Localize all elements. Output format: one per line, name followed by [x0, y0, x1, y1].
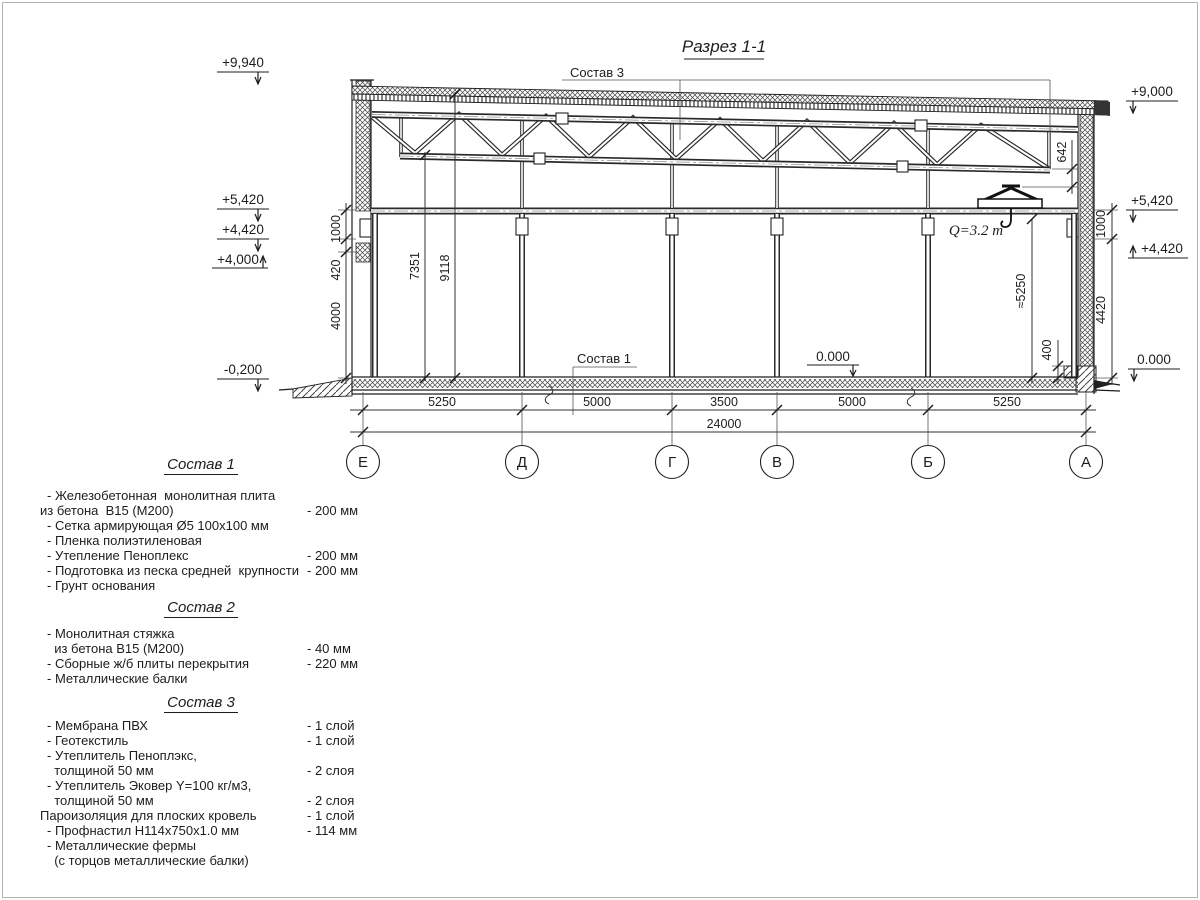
left-wall: [350, 80, 374, 394]
comp1-row: - Утепление Пеноплекс - 200 мм: [47, 548, 359, 563]
comp1-row: - Сетка армирующая Ø5 100х100 мм: [47, 518, 269, 533]
comp1-row: из бетона В15 (М200) - 200 мм: [40, 503, 359, 518]
axis-E: Е: [357, 454, 369, 471]
elev-right-4420: +4,420: [1141, 241, 1183, 256]
axis-bubbles: [347, 446, 1103, 479]
chord-splice: [534, 153, 545, 164]
break-mark: [545, 386, 553, 404]
dim-span-2: 5000: [583, 395, 611, 409]
dim-span-5: 5250: [993, 395, 1021, 409]
reference-labels: [570, 65, 631, 366]
elev-right-9000: +9,000: [1131, 84, 1173, 99]
elev-left-4420: +4,420: [222, 222, 264, 237]
drawing-title: [682, 37, 766, 59]
break-mark: [907, 388, 915, 406]
dim-left-4000: 4000: [329, 302, 343, 330]
dim-span-3: 3500: [710, 395, 738, 409]
dim-span-4: 5000: [838, 395, 866, 409]
foundation-block: [1076, 366, 1096, 392]
comp3-row: - Профнастил Н114х750х1.0 мм - 114 мм: [47, 823, 358, 838]
elev-floor-zero: 0.000: [816, 349, 850, 364]
dim-left-420: 420: [329, 259, 343, 281]
comp3-row: - Металлические фермы: [47, 838, 196, 853]
comp1-row: - Железобетонная монолитная плита: [47, 488, 276, 503]
comp3-row: - Утеплитель Пеноплэкс,: [47, 748, 197, 763]
ref-sostav3: Состав 3: [570, 65, 624, 80]
dim-right-4420: 4420: [1094, 296, 1108, 324]
axis-G: Г: [667, 454, 677, 471]
dim-total-24000: 24000: [706, 417, 742, 431]
comp2-row: из бетона В15 (М200) - 40 мм: [47, 641, 351, 656]
axis-A: А: [1080, 454, 1092, 471]
elev-right-zero: 0.000: [1137, 352, 1171, 367]
dim-right-1000: 1000: [1094, 210, 1108, 238]
roof-slab: [352, 86, 1110, 116]
axis-D: Д: [516, 454, 528, 471]
comp1-row: - Грунт основания: [47, 578, 156, 593]
composition-1-title: Состав 1: [40, 456, 362, 473]
composition-3: [40, 694, 362, 868]
dim-right-5250: ≈5250: [1014, 273, 1028, 309]
ref-sostav1: Состав 1: [577, 351, 631, 366]
comp2-row: - Монолитная стяжка: [47, 626, 175, 641]
composition-2-title: Состав 2: [40, 599, 362, 616]
comp3-row: - Геотекстиль - 1 слой: [47, 733, 355, 748]
dim-left-1000: 1000: [329, 215, 343, 243]
elev-right-5420: +5,420: [1131, 193, 1173, 208]
elev-left-5420: +5,420: [222, 192, 264, 207]
dim-right-642: 642: [1055, 141, 1069, 163]
comp3-row: - Утеплитель Эковер Y=100 кг/м3,: [47, 778, 252, 793]
wall-corbel: [360, 219, 371, 237]
comp1-row: - Пленка полиэтиленовая: [47, 533, 202, 548]
composition-2: [40, 599, 362, 686]
axis-V: В: [771, 454, 783, 471]
comp1-row: - Подготовка из песка средней крупности - 200 мм: [47, 563, 359, 578]
elev-left-minus0200: -0,200: [223, 362, 263, 377]
dim-right-400: 400: [1040, 339, 1054, 361]
comp3-row: Пароизоляция для плоских кровель - 1 слой: [40, 808, 355, 823]
elev-left-4000: +4,000: [217, 252, 259, 267]
comp2-row: - Металлические балки: [47, 671, 188, 686]
axis-B: Б: [923, 454, 933, 471]
comp3-row: - Мембрана ПВХ - 1 слой: [47, 718, 355, 733]
comp3-row: (с торцов металлические балки): [47, 853, 249, 868]
crane-capacity-label: Q=3.2 т: [948, 223, 1004, 239]
dim-inner-9118: 9118: [438, 254, 452, 282]
dim-inner-7351: 7351: [408, 252, 422, 280]
roof-end-block: [1094, 100, 1110, 116]
chord-splice: [915, 120, 927, 131]
comp3-row: толщиной 50 мм - 2 слоя: [47, 793, 355, 808]
roof-truss: [372, 113, 1078, 208]
elev-left-top: +9,940: [222, 55, 264, 70]
comp2-row: - Сборные ж/б плиты перекрытия - 220 мм: [47, 656, 359, 671]
composition-3-title: Состав 3: [40, 694, 362, 711]
composition-1: [40, 456, 362, 593]
dim-span-1: 5250: [428, 395, 456, 409]
title-text: Разрез 1-1: [681, 37, 767, 56]
chord-splice: [897, 161, 908, 172]
right-apron: [1094, 380, 1113, 389]
comp3-row: толщиной 50 мм - 2 слоя: [47, 763, 355, 778]
chord-splice: [556, 113, 568, 124]
